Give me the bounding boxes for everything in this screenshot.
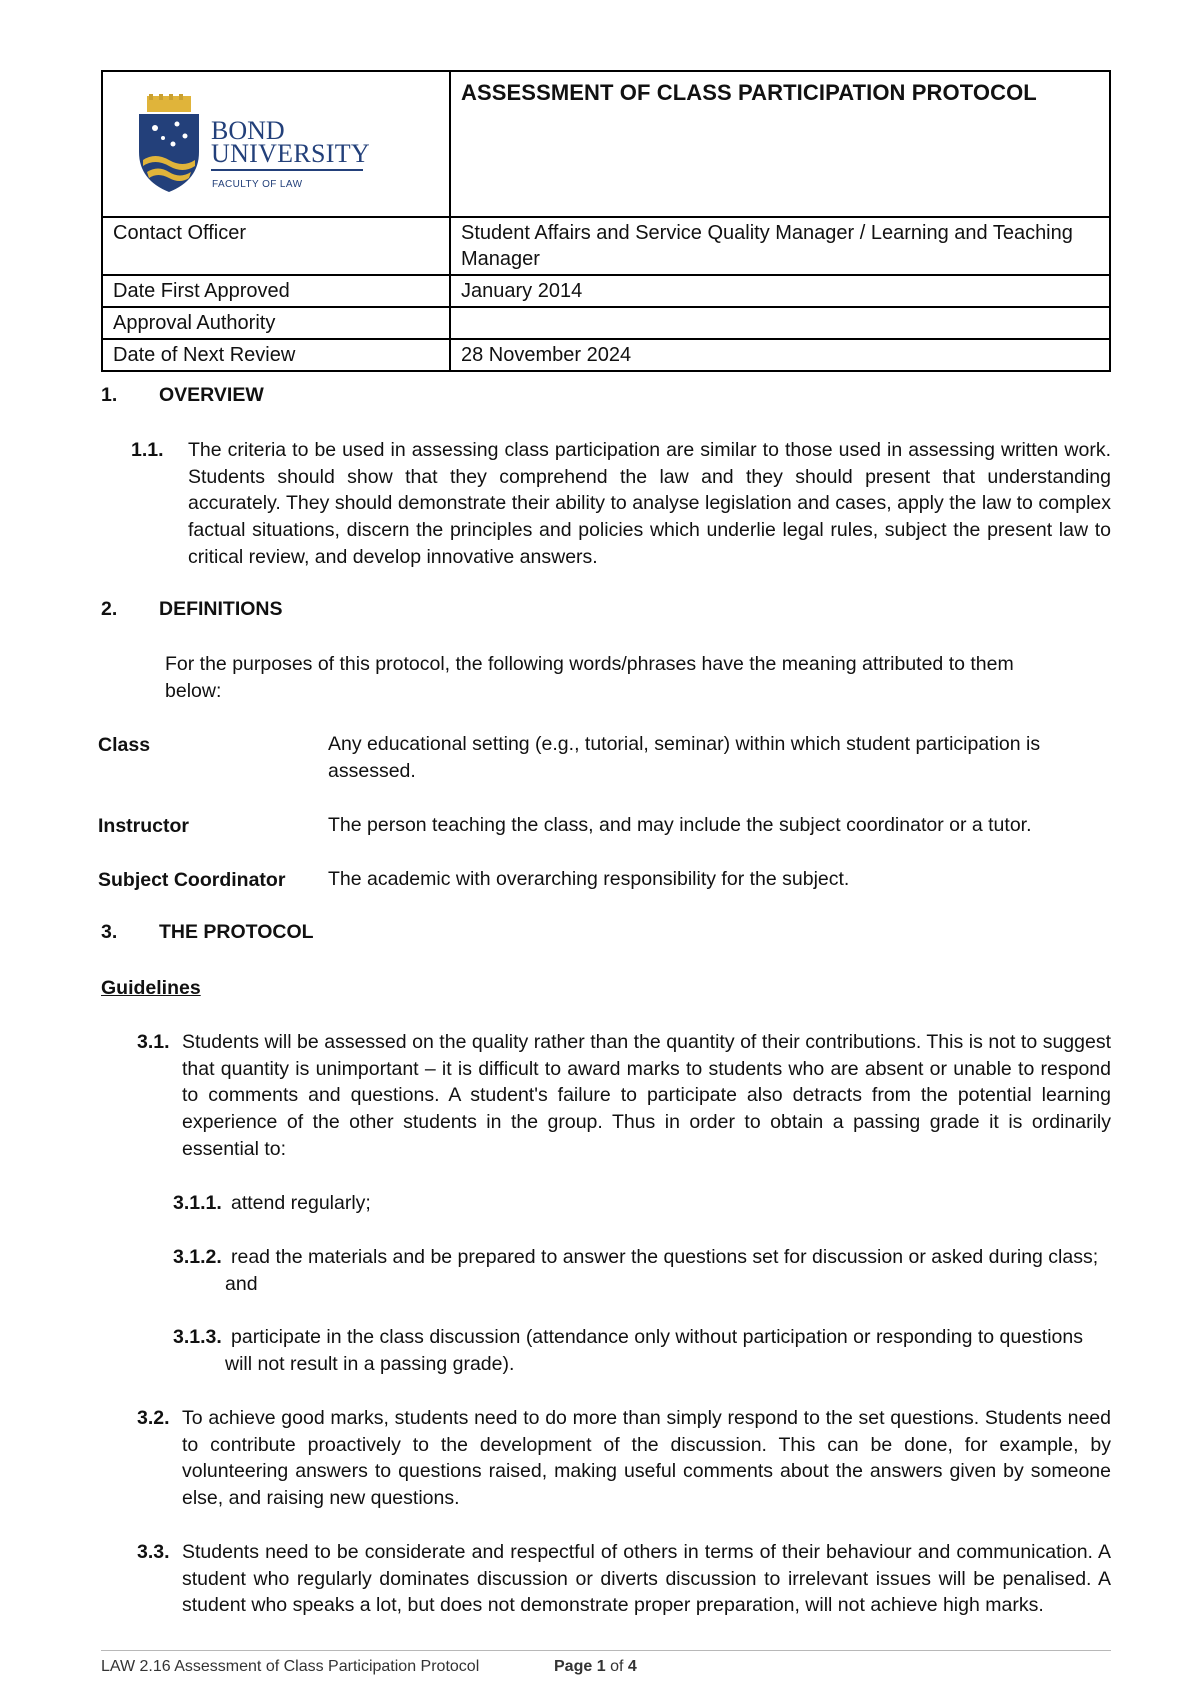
- section-title: THE PROTOCOL: [159, 921, 314, 943]
- paragraph-3-2: To achieve good marks, students need to do more than simply respond to the set questions. Students need to contribute proactively to the development of the discussion. This can be done, for example, by volunteering answers to questions raised, making useful comments about the answers given by someone else, and raising new questions.: [182, 1407, 1111, 1510]
- document-header-table: [101, 70, 1111, 372]
- row-label: Approval Authority: [102, 307, 450, 339]
- guidelines-heading: Guidelines: [101, 977, 201, 999]
- footer-document-reference: LAW 2.16 Assessment of Class Participation Protocol: [101, 1658, 480, 1675]
- paragraph-number: 3.1.3.: [173, 1326, 222, 1348]
- logo-wordmark-line2: UNIVERSITY: [211, 139, 370, 168]
- logo-faculty-label: FACULTY OF LAW: [212, 179, 303, 190]
- row-value: January 2014: [450, 275, 1110, 307]
- paragraph-3-1: Students will be assessed on the quality rather than the quantity of their contributions. This is not to suggest that quantity is unimportant – it is difficult to award marks to students who are absent or unable to respond to comments and questions. A student's failure to participate also detracts from the potential learning experience of the other students in the group. Thus in order to obtain a passing grade it is ordinarily essential to:: [182, 1031, 1111, 1160]
- row-label: Date of Next Review: [102, 339, 450, 371]
- footer-divider: [101, 1650, 1111, 1651]
- paragraph-3-3: Students need to be considerate and respectful of others in terms of their behaviour and communication. A student who regularly dominates discussion or diverts discussion to irrelevant issues will be penalised. A student who speaks a lot, but does not demonstrate proper preparation, will not achieve high marks.: [182, 1541, 1111, 1617]
- footer-page-number: Page 1 of 4: [554, 1658, 637, 1675]
- row-label: Date First Approved: [102, 275, 450, 307]
- section-number: 2.: [101, 598, 118, 620]
- definition-text: The person teaching the class, and may include the subject coordinator or a tutor.: [328, 814, 1032, 836]
- document-title: ASSESSMENT OF CLASS PARTICIPATION PROTOCOL: [461, 80, 1037, 105]
- section-heading-protocol: [101, 921, 314, 944]
- logo-wordmark-line1: BOND: [211, 116, 285, 145]
- bond-university-logo: [133, 94, 383, 194]
- paragraph-number: 3.1.: [137, 1031, 170, 1053]
- definition-text: The academic with overarching responsibility for the subject.: [328, 868, 850, 890]
- section-heading-definitions: [101, 598, 283, 621]
- row-label: Contact Officer: [102, 217, 450, 275]
- definition-term: Subject Coordinator: [98, 869, 286, 891]
- paragraph-number: 1.1.: [131, 439, 164, 461]
- definition-term: Instructor: [98, 815, 190, 837]
- paragraph-1-1: The criteria to be used in assessing class participation are similar to those used in assessing written work. Students should show that they comprehend the law and they should present that understanding accurately. They should demonstrate their ability to analyse legislation and cases, apply the law to complex factual situations, discern the principles and policies which underlie legal rules, subject the present law to critical review, and develop innovative answers.: [188, 439, 1111, 568]
- paragraph-3-1-3: participate in the class discussion (attendance only without participation or responding to questions will not result in a passing grade).: [225, 1326, 1084, 1375]
- section-number: 1.: [101, 384, 118, 406]
- paragraph-number: 3.2.: [137, 1407, 170, 1429]
- section-heading-overview: [101, 384, 264, 407]
- page-footer: [101, 1658, 637, 1676]
- paragraph-3-1-2: read the materials and be prepared to answer the questions set for discussion or asked during class; and: [225, 1246, 1099, 1295]
- section-title: DEFINITIONS: [159, 598, 283, 620]
- definition-text: Any educational setting (e.g., tutorial, seminar) within which student participation is assessed.: [328, 733, 1041, 782]
- definitions-intro: For the purposes of this protocol, the following words/phrases have the meaning attributed to them below:: [165, 653, 1014, 702]
- logo-divider: [211, 169, 363, 171]
- paragraph-number: 3.1.1.: [173, 1192, 222, 1214]
- section-title: OVERVIEW: [159, 384, 264, 406]
- row-value: [450, 307, 1110, 339]
- crest-icon: [133, 94, 205, 194]
- section-number: 3.: [101, 921, 118, 943]
- paragraph-3-1-1: attend regularly;: [231, 1192, 371, 1214]
- logo-cell: [102, 71, 450, 217]
- row-value: 28 November 2024: [450, 339, 1110, 371]
- row-value: Student Affairs and Service Quality Manager / Learning and Teaching Manager: [450, 217, 1110, 275]
- paragraph-number: 3.3.: [137, 1541, 170, 1563]
- paragraph-number: 3.1.2.: [173, 1246, 222, 1268]
- title-cell: [450, 71, 1110, 217]
- definition-term: Class: [98, 734, 151, 756]
